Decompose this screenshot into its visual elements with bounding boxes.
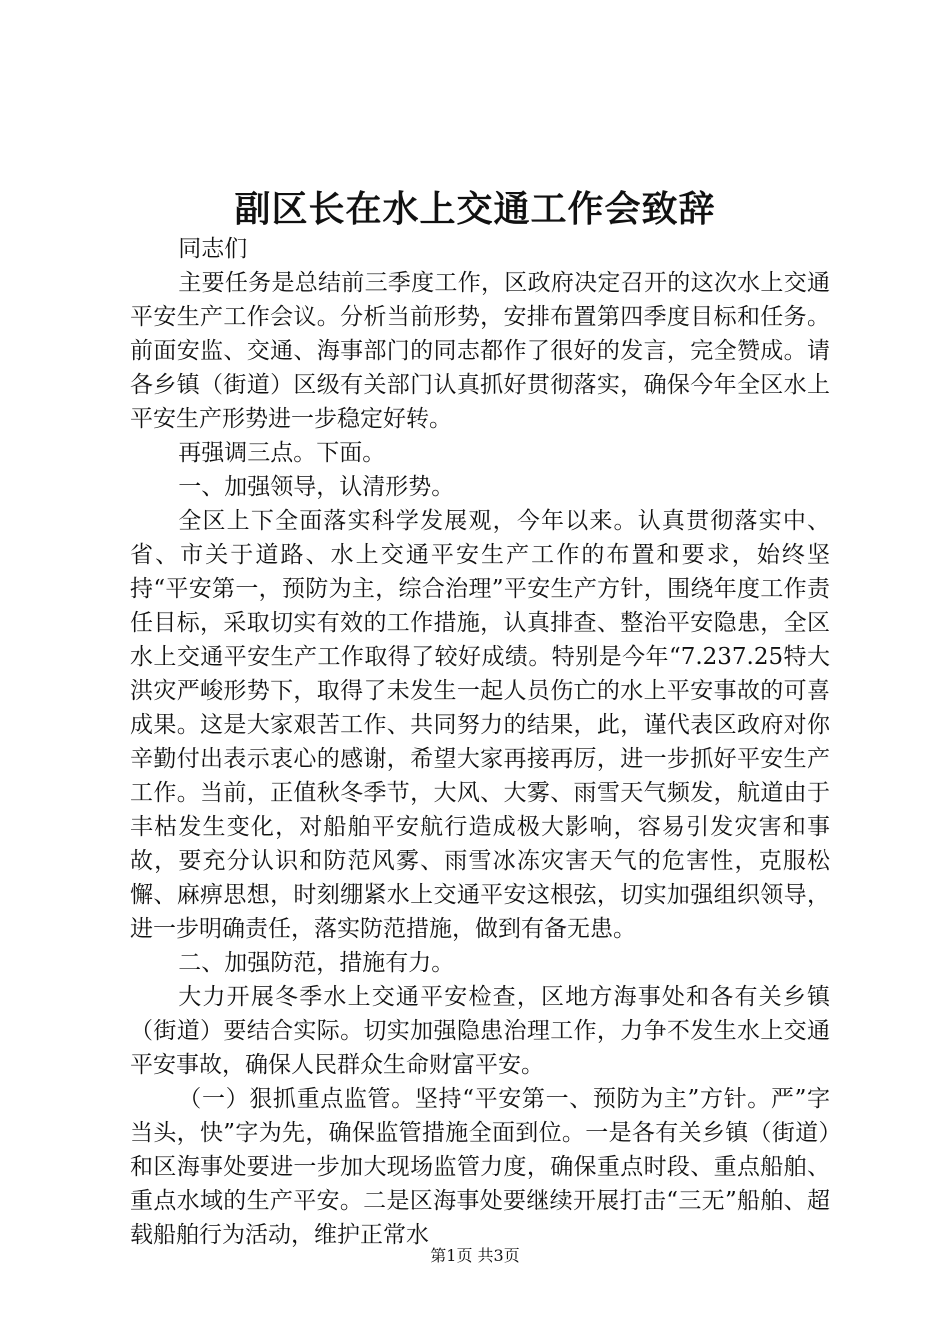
paragraph-salutation: 同志们 — [178, 236, 248, 262]
paragraph-three-points: 再强调三点。下面。 — [178, 440, 386, 466]
document-title: 副区长在水上交通工作会致辞 — [234, 188, 716, 230]
heading-section-two: 二、加强防范，措施有力。 — [178, 950, 455, 976]
paragraph-section-two-body: 大力开展冬季水上交通平安检查，区地方海事处和各有关乡镇（街道）要结合实际。切实加强隐患治理工作，力争不发生水上交通平安事故，确保人民群众生命财富平安。 — [130, 984, 830, 1078]
heading-section-one: 一、加强领导，认清形势。 — [178, 474, 455, 500]
page-number-footer: 第1页 共3页 — [430, 1246, 520, 1265]
paragraph-key-supervision: （一）狠抓重点监管。坚持“平安第一、预防为主”方针。严”字当头，快”字为先，确保监管措施全面到位。一是各有关乡镇（街道）和区海事处要进一步加大现场监管力度，确保重点时段、重点船舶、重点水域的生产平安。二是区海事处要继续开展打击“三无”船舶、超载船舶行为活动，维护正常水 — [130, 1086, 830, 1248]
paragraph-main-task: 主要任务是总结前三季度工作，区政府决定召开的这次水上交通平安生产工作会议。分析当前形势，安排布置第四季度目标和任务。前面安监、交通、海事部门的同志都作了很好的发言，完全赞成。请各乡镇（街道）区级有关部门认真抓好贯彻落实，确保今年全区水上平安生产形势进一步稳定好转。 — [130, 270, 830, 432]
paragraph-section-one-body: 全区上下全面落实科学发展观，今年以来。认真贯彻落实中、省、市关于道路、水上交通平安生产工作的布置和要求，始终坚持“平安第一，预防为主，综合治理”平安生产方针，围绕年度工作责任目标，采取切实有效的工作措施，认真排查、整治平安隐患，全区水上交通平安生产工作取得了较好成绩。特别是今年“7.237.25特大洪灾严峻形势下，取得了未发生一起人员伤亡的水上平安事故的可喜成果。这是大家艰苦工作、共同努力的结果，此，谨代表区政府对你辛勤付出表示衷心的感谢，希望大家再接再厉，进一步抓好平安生产工作。当前，正值秋冬季节，大风、大雾、雨雪天气频发，航道由于丰枯发生变化，对船舶平安航行造成极大影响，容易引发灾害和事故，要充分认识和防范风雾、雨雪冰冻灾害天气的危害性，克服松懈、麻痹思想，时刻绷紧水上交通平安这根弦，切实加强组织领导，进一步明确责任，落实防范措施，做到有备无患。 — [130, 508, 830, 942]
document-body — [130, 232, 830, 1252]
